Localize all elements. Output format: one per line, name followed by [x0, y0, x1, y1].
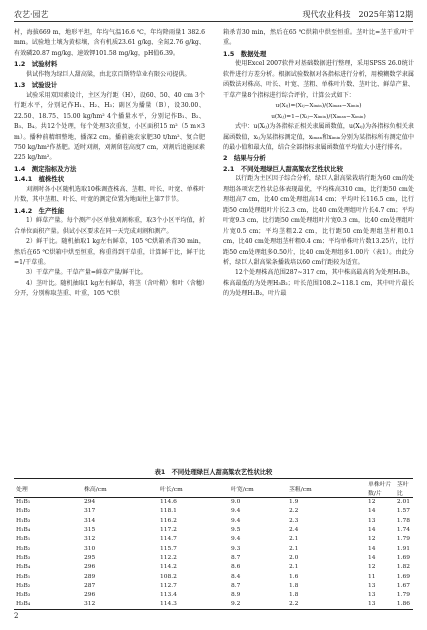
table-cell: 9.2: [231, 601, 241, 608]
column-header: 处理: [16, 486, 28, 493]
paragraph: 试验采用双因素设计，主区为行距（H），设60、50、40 cm 3个行距水平，分别记作H₁、H₂、H₃；副区为播量（B），设30.00、22.50、18.75、15.00 kg/hm² 4个播量水平，分别记作B₁、B₂、B₃、B₄。共12个处理，每个处理3次重复，小区面积15 m²（5 m×3 m）。播种前精细整地，播深2 cm。播前施农家肥30 t/hm²、复合肥750 kg/hm²作基肥。适时刈割，刈割留茬高度7 cm，刈割后追施尿素225 kg/hm²。: [14, 91, 205, 162]
table-cell: 112.7: [160, 582, 177, 589]
table-cell: 116.2: [160, 517, 177, 524]
table-cell: 1.69: [396, 554, 411, 561]
running-header: [14, 8, 413, 22]
section-heading: 1.3 试验设计: [14, 81, 58, 90]
table-cell: 2.01: [396, 499, 411, 506]
table-cell: 9.3: [231, 545, 241, 552]
section-heading: 2 结果与分析: [223, 154, 266, 163]
table-row: [14, 563, 413, 572]
table-cell: 295: [84, 554, 96, 561]
table-cell: 13: [368, 592, 376, 599]
table-cell: H₁B₂: [16, 508, 31, 515]
table-cell: 1.78: [396, 517, 411, 524]
table-cell: 2.2: [289, 508, 299, 515]
table-cell: 13: [368, 517, 376, 524]
column-header: 茎叶比: [396, 482, 409, 497]
table-cell: 2.1: [289, 564, 299, 571]
table-1: [14, 468, 413, 610]
table-cell: H₂B₂: [16, 545, 31, 552]
column-header: 叶长/cm: [160, 486, 183, 493]
table-cell: H₁B₄: [16, 527, 31, 534]
table-cell: H₁B₁: [16, 499, 31, 506]
table-row: [14, 498, 413, 507]
table-cell: 1.69: [396, 573, 411, 580]
table-row: [14, 525, 413, 534]
table-cell: H₃B₄: [16, 601, 31, 608]
table-cell: 9.4: [231, 517, 241, 524]
table-cell: 1.79: [396, 536, 411, 543]
paragraph: 以行距为主区因子综合分析，绿巨人甜高粱栽培行距为60 cm的处理组各项农艺性状总体表现最优，平均株高310 cm，比行距50 cm处理组高7 cm，比40 cm处理组高14 cm；平均叶长116.5 cm，比行距50 cm处理组叶片长2.3 cm，比40 cm处理组叶片长4.7 cm；平均叶宽9.3 cm，比行距50 cm处理组叶片宽0.3 cm，比40 cm处理组叶片宽0.5 cm；平均茎粗2.2 cm，比行距50 cm处理组茎杆粗0.1 cm，比40 cm处理组茎杆粗0.4 cm；平均单株叶片数13.25片，比行距50 cm处理组多0.50片，比40 cm处理组多1.00片（表1）。由此分析，绿巨人甜高粱条播栽培以60 cm行距较为适宜。: [223, 175, 414, 266]
table-cell: 296: [84, 564, 96, 571]
table-cell: 8.6: [231, 564, 241, 571]
table-cell: 2.1: [289, 545, 299, 552]
table-cell: 294: [84, 499, 96, 506]
paragraph: 箱杀青30 min，然后在65 ℃烘箱中烘至恒重。茎叶比=茎干重/叶干重。: [223, 29, 414, 47]
table-cell: 114.2: [160, 564, 177, 571]
table-cell: 1.79: [396, 592, 411, 599]
paragraph: 式中：u(Xᵢⱼ)为各指标正相关隶属函数值，u(Xᵢⱼ)为各指标负相关隶属函数值，xᵢⱼ为某指标测定值，xᵢₘₐₓ和xᵢₘᵢₙ分别为某指标所有测定值中的最小值和最大值，结合全部指标隶属函数值平均值大小进行排名。: [223, 123, 414, 151]
table-row: [14, 507, 413, 516]
column-header: 株高/cm: [84, 486, 107, 493]
table-row: [14, 572, 413, 581]
right-column: [223, 28, 414, 300]
table-row: [14, 581, 413, 590]
section-heading: 1.5 数据处理: [223, 49, 267, 58]
column-header: 茎粗/cm: [289, 486, 312, 493]
table-cell: 13: [368, 582, 376, 589]
table-cell: 1.74: [396, 527, 411, 534]
paragraph: 使用Excel 2007软件对基础数据进行整理，采用SPSS 26.0统计软件进行方差分析。根据试验数据对各指标进行分析，用模糊数学隶属函数法对株高、叶长、叶宽、茎粗、单株叶片数、茎叶比、鲜草产量、干草产量8个指标进行综合评价，计算公式如下：: [223, 60, 414, 99]
table-cell: 9.0: [231, 499, 241, 506]
table-cell: 1.9: [289, 499, 299, 506]
table-cell: H₂B₄: [16, 564, 31, 571]
table-cell: H₃B₁: [16, 573, 31, 580]
table-cell: 9.5: [231, 527, 241, 534]
table-cell: 114.6: [160, 499, 177, 506]
table-cell: 289: [84, 573, 96, 580]
table-cell: 12: [368, 564, 376, 571]
section-heading: 1.4.2 生产性能: [14, 206, 65, 215]
table-cell: 13: [368, 601, 376, 608]
table-cell: 113.4: [160, 592, 177, 599]
table-cell: 8.7: [231, 554, 241, 561]
page-number: 2: [14, 612, 19, 620]
table-body: [14, 498, 413, 610]
table-cell: 1.67: [396, 582, 411, 589]
table-cell: 118.1: [160, 508, 177, 515]
table-cell: 12: [368, 536, 376, 543]
section-heading: 1.2 试验材料: [14, 60, 58, 69]
equation: u(Xᵢⱼ)=1−(Xᵢⱼ−Xᵢₘᵢₙ)/(Xᵢₘₐₓ−Xᵢₘᵢₙ): [271, 113, 366, 120]
table-cell: 314: [84, 517, 96, 524]
table-cell: 11: [368, 573, 376, 580]
left-column: [14, 28, 205, 300]
table-cell: 287: [84, 582, 96, 589]
table-cell: 1.6: [289, 573, 299, 580]
table-row: [14, 590, 413, 599]
traits-table: [14, 478, 413, 610]
section-heading: 1.4 测定指标及方法: [14, 164, 77, 173]
paragraph: 3）干草产量。干草产量=鲜草产量/鲜干比。: [26, 269, 147, 277]
table-cell: 310: [84, 545, 96, 552]
table-cell: 1.8: [289, 582, 299, 589]
table-cell: 2.1: [289, 536, 299, 543]
table-cell: 1.91: [396, 545, 411, 552]
table-cell: 9.4: [231, 508, 241, 515]
table-row: [14, 544, 413, 553]
table-cell: H₂B₃: [16, 554, 31, 561]
table-cell: 2.4: [289, 527, 299, 534]
paragraph: 4）茎叶比。随机抽取1 kg左右鲜草，将茎（含叶鞘）和叶（含穗）分开，分别称取茎重、叶重，105 ℃烘: [14, 279, 205, 298]
table-cell: 14: [368, 527, 376, 534]
table-cell: 12: [368, 499, 376, 506]
table-cell: 108.2: [160, 573, 177, 580]
table-cell: 9.4: [231, 536, 241, 543]
paragraph: 村，海拔669 m，地形平坦，年均气温16.6 ℃，年均降雨量1 382.6 mm。试验地土壤为黄棕壤，含有机质23.61 g/kg、全氮2.76 g/kg、有效磷20.87 mg/kg、速效钾101.58 mg/kg，pH值6.39。: [14, 29, 205, 57]
table-cell: 2.3: [289, 517, 299, 524]
table-cell: 14: [368, 545, 376, 552]
table-cell: 1.82: [396, 564, 411, 571]
table-cell: 14: [368, 554, 376, 561]
table-cell: 296: [84, 592, 96, 599]
table-cell: 2.0: [289, 554, 299, 561]
table-cell: H₃B₂: [16, 582, 31, 589]
table-cell: 114.3: [160, 601, 177, 608]
table-cell: H₂B₁: [16, 536, 31, 543]
paragraph: 1）鲜草产量。每个测产小区单独刈割称重，取3个小区平均值，折合单位面积产量。供试小区要求在同一天完成刈割和测产。: [14, 217, 205, 235]
table-cell: 2.2: [289, 601, 299, 608]
paragraph: 供试作物为绿巨人甜高粱，由北京百斯特草业有限公司提供。: [26, 70, 191, 78]
table-cell: 1.8: [289, 592, 299, 599]
table-cell: 112.2: [160, 554, 177, 561]
table-cell: H₃B₃: [16, 592, 31, 599]
table-header-row: [14, 479, 413, 498]
table-row: [14, 516, 413, 525]
column-header: 单株叶片数/片: [368, 482, 392, 497]
column-header: 叶宽/cm: [231, 486, 254, 493]
paragraph: 2）鲜干比。随机抽取1 kg左右鲜草，105 ℃烘箱杀青30 min，然后在65 ℃烘箱中烘至恒重，称重得到干草重，计算鲜干比，鲜干比=1/干草重。: [14, 238, 205, 266]
table-cell: 312: [84, 536, 96, 543]
table-cell: 114.7: [160, 536, 177, 543]
table-cell: 115.7: [160, 545, 177, 552]
header-section: 农艺·园艺: [14, 10, 49, 19]
paragraph: 12个处理株高范围287~317 cm，其中株高最高的为处理H₁B₂，株高最低的为处理H₃B₂；叶长范围108.2~118.1 cm，其中叶片最长的为处理H₁B₂，叶片最: [223, 269, 414, 298]
table-cell: 315: [84, 527, 96, 534]
table-cell: 14: [368, 508, 376, 515]
table-cell: 317: [84, 508, 96, 515]
table-title: 表1 不同处理绿巨人甜高粱农艺性状比较: [154, 469, 273, 476]
section-heading: 1.4.1 植株性状: [14, 175, 65, 184]
table-cell: 117.2: [160, 527, 177, 534]
equation: u(Xᵢⱼ)=(Xᵢⱼ−Xᵢₘᵢₙ)/(Xᵢₘₐₓ−Xᵢₘᵢₙ): [275, 103, 362, 110]
table-cell: 1.86: [396, 601, 411, 608]
table-row: [14, 553, 413, 562]
header-journal: 现代农业科技 2025年第12期: [302, 10, 413, 19]
table-cell: 1.57: [396, 508, 411, 515]
section-heading: 2.1 不同处理绿巨人甜高粱农艺性状比较: [223, 164, 343, 173]
table-cell: H₁B₃: [16, 517, 31, 524]
table-row: [14, 600, 413, 609]
table-cell: 8.4: [231, 573, 241, 580]
paragraph: 刈割时各小区随机选取10株调查株高、茎粗、叶长、叶宽、单株叶片数，其中茎粗、叶长、叶宽的测定位置为地面往上第7节节。: [14, 185, 205, 204]
table-cell: 8.9: [231, 592, 241, 599]
table-cell: 8.7: [231, 582, 241, 589]
table-row: [14, 535, 413, 544]
table-cell: 312: [84, 601, 96, 608]
